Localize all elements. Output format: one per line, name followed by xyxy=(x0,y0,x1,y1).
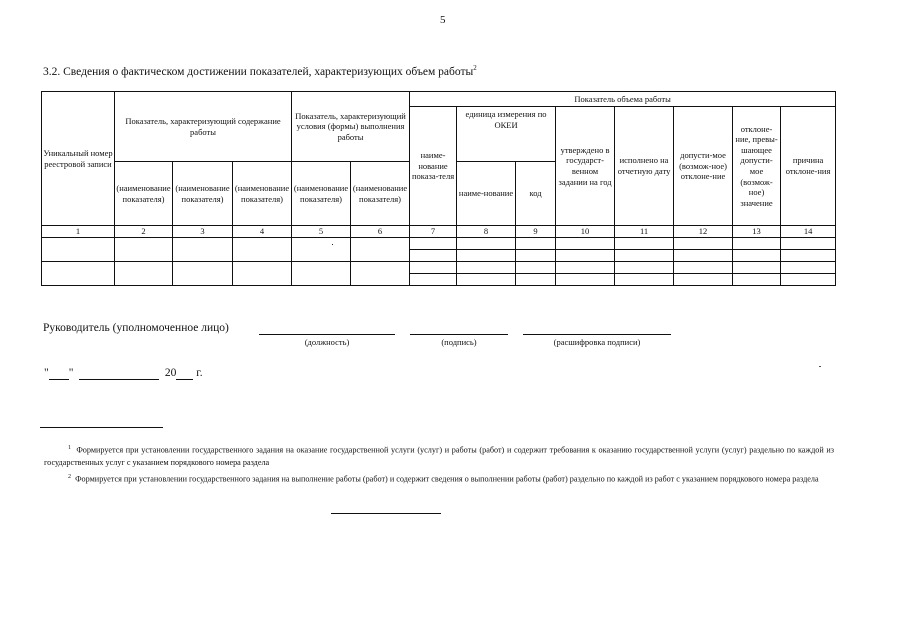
header-conditions-indicator-group: Показатель, характеризующий условия (формы) выполнения работы xyxy=(292,92,410,162)
page-number: 5 xyxy=(440,14,446,26)
signature-decode-line[interactable] xyxy=(523,334,671,335)
column-number: 8 xyxy=(457,226,516,238)
stray-dot xyxy=(332,244,333,245)
sign-caption: (подпись) xyxy=(441,337,477,347)
signature-line[interactable] xyxy=(410,334,508,335)
column-number: 2 xyxy=(115,226,173,238)
header-unit-name: наиме-нование xyxy=(457,162,516,226)
footnote-separator xyxy=(40,427,163,428)
footnote-2 xyxy=(44,473,834,486)
column-number: 5 xyxy=(292,226,351,238)
header-unit-code: код xyxy=(516,162,556,226)
table-row xyxy=(42,261,836,273)
month-field[interactable] xyxy=(79,367,159,380)
date-quote-open: " xyxy=(44,367,49,379)
footnote-2-text: Формируется при установлении государственного задания на выполнение работы (работ) и содержит сведения о выполнении работы (работ) раздельно по каждой из работ с указанием порядкового номера раздела xyxy=(75,474,819,484)
header-registry-number: Уникальный номер реестровой записи xyxy=(42,92,115,226)
column-number: 11 xyxy=(615,226,674,238)
table-row xyxy=(42,237,836,249)
year-suffix: г. xyxy=(196,367,203,379)
section-title-footnote-ref: 2 xyxy=(473,64,477,72)
position-line[interactable] xyxy=(259,334,395,335)
column-number: 13 xyxy=(733,226,781,238)
year-prefix: 20 xyxy=(164,367,177,379)
header-allowed-deviation: допусти-мое (возмож-ное) отклоне-ние xyxy=(674,107,733,226)
column-number: 4 xyxy=(233,226,292,238)
header-indicator-name-2: (наименование показателя) xyxy=(115,162,173,226)
position-caption: (должность) xyxy=(304,337,350,347)
column-number: 10 xyxy=(556,226,615,238)
header-approved-annual: утверждено в государст-венном задании на год xyxy=(556,107,615,226)
year-field[interactable] xyxy=(176,367,193,380)
day-field[interactable] xyxy=(49,367,69,380)
date-line xyxy=(44,367,203,380)
header-unit-okei: единица измерения по ОКЕИ xyxy=(457,107,556,162)
footnote-1-text: Формируется при установлении государственного задания на оказание государственной услуги (услуг) и работы (работ) и содержит требования к оказанию государственной услуги (услуг) раздельно по каждой из государственных услуг с указанием порядкового номера раздела xyxy=(44,445,835,468)
header-indicator-name-5: (наименование показателя) xyxy=(292,162,351,226)
end-separator-line xyxy=(331,513,441,514)
column-number: 12 xyxy=(674,226,733,238)
header-volume-indicator-name: наиме-нование показа-теля xyxy=(410,107,457,226)
section-title xyxy=(43,64,477,78)
column-number: 1 xyxy=(42,226,115,238)
section-title-text: 3.2. Сведения о фактическом достижении показателей, характеризующих объем работы xyxy=(43,65,474,78)
decode-caption: (расшифровка подписи) xyxy=(553,337,641,347)
header-executed-reporting-date: исполнено на отчетную дату xyxy=(615,107,674,226)
column-number: 9 xyxy=(516,226,556,238)
header-indicator-name-3: (наименование показателя) xyxy=(173,162,233,226)
signature-label: Руководитель (уполномоченное лицо) xyxy=(43,322,229,334)
header-deviation-reason: причина отклоне-ния xyxy=(781,107,836,226)
column-number: 3 xyxy=(173,226,233,238)
header-content-indicator-group: Показатель, характеризующий содержание работы xyxy=(115,92,292,162)
column-number: 7 xyxy=(410,226,457,238)
work-volume-table xyxy=(41,91,836,286)
header-indicator-name-4: (наименование показателя) xyxy=(233,162,292,226)
footnote-2-number: 2 xyxy=(68,474,71,480)
footnote-1 xyxy=(44,444,834,470)
column-number: 14 xyxy=(781,226,836,238)
footnote-1-number: 1 xyxy=(68,445,71,451)
margin-mark xyxy=(819,366,821,367)
header-indicator-name-6: (наименование показателя) xyxy=(351,162,410,226)
header-volume-indicator-group: Показатель объема работы xyxy=(410,92,836,107)
column-number: 6 xyxy=(351,226,410,238)
date-quote-close: " xyxy=(68,367,74,379)
header-exceeding-deviation: отклоне-ние, превы-шающее допусти-мое (возмож-ное) значение xyxy=(733,107,781,226)
